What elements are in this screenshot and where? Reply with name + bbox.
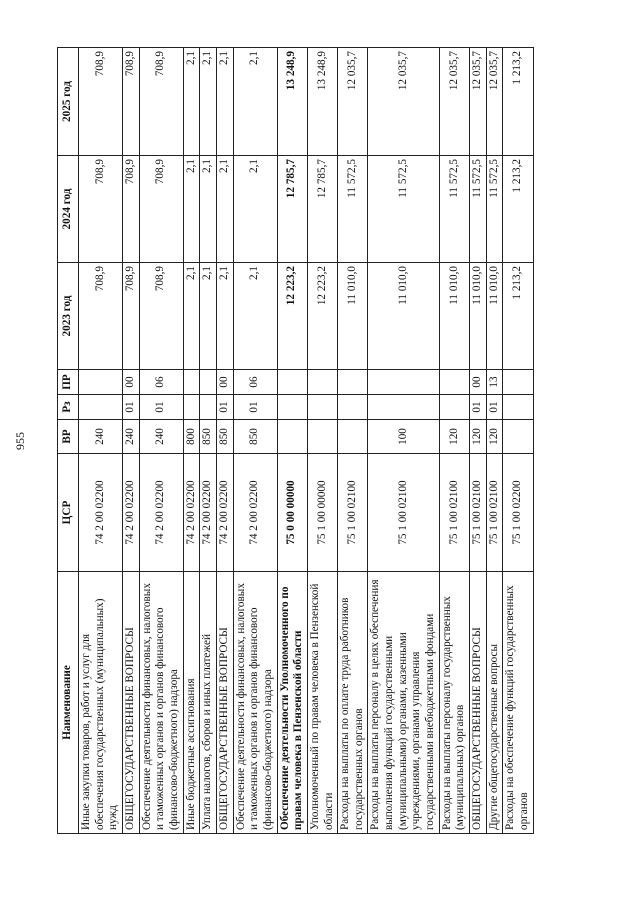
- cell-2023: 12 223,2: [307, 263, 337, 370]
- cell-2023: 1 213,2: [503, 263, 533, 370]
- cell-rz: [277, 395, 307, 420]
- cell-pr: [439, 370, 469, 395]
- cell-vr: 850: [200, 420, 217, 454]
- table-row: [307, 48, 337, 834]
- cell-rz: [338, 395, 368, 420]
- cell-2024: 12 785,7: [277, 156, 307, 263]
- cell-2023: 708,9: [139, 263, 183, 370]
- cell-csr: 75 1 00 02100: [368, 454, 439, 572]
- cell-2023: 11 010,0: [368, 263, 439, 370]
- cell-rz: 01: [233, 395, 277, 420]
- table-row: [233, 48, 277, 834]
- cell-csr: 75 1 00 02100: [338, 454, 368, 572]
- cell-2023: 2,1: [216, 263, 233, 370]
- header-csr: ЦСР: [58, 454, 79, 572]
- header-vr: ВР: [58, 420, 79, 454]
- cell-2023: 708,9: [79, 263, 123, 370]
- cell-rz: 01: [470, 395, 487, 420]
- cell-pr: 00: [122, 370, 139, 395]
- cell-name: Уплата налогов, сборов и иных платежей: [200, 572, 217, 834]
- cell-name: Обеспечение деятельности финансовых, налоговых и таможенных органов и органов финансового (финансово-бюджетного) надзора: [139, 572, 183, 834]
- cell-2025: 12 035,7: [338, 48, 368, 156]
- cell-2023: 11 010,0: [470, 263, 487, 370]
- cell-csr: 74 2 00 02200: [139, 454, 183, 572]
- header-2024: 2024 год: [58, 156, 79, 263]
- cell-pr: 06: [233, 370, 277, 395]
- cell-csr: 75 1 00 02100: [439, 454, 469, 572]
- cell-2025: 2,1: [233, 48, 277, 156]
- cell-2025: 708,9: [79, 48, 123, 156]
- cell-name: ОБЩЕГОСУДАРСТВЕННЫЕ ВОПРОСЫ: [122, 572, 139, 834]
- table-row: [122, 48, 139, 834]
- table-row: [200, 48, 217, 834]
- cell-2025: 12 035,7: [368, 48, 439, 156]
- cell-vr: 240: [79, 420, 123, 454]
- cell-csr: 74 2 00 02200: [216, 454, 233, 572]
- cell-2024: 11 572,5: [368, 156, 439, 263]
- cell-csr: 74 2 00 02200: [79, 454, 123, 572]
- cell-vr: 120: [486, 420, 503, 454]
- cell-2023: 2,1: [183, 263, 200, 370]
- cell-pr: [79, 370, 123, 395]
- cell-pr: 00: [216, 370, 233, 395]
- cell-2024: 12 785,7: [307, 156, 337, 263]
- cell-name: Расходы на обеспечение функций государственных органов: [503, 572, 533, 834]
- cell-2023: 11 010,0: [486, 263, 503, 370]
- cell-2024: 708,9: [139, 156, 183, 263]
- header-rz: Рз: [58, 395, 79, 420]
- cell-2023: 708,9: [122, 263, 139, 370]
- cell-2024: 1 213,2: [503, 156, 533, 263]
- cell-2025: 708,9: [122, 48, 139, 156]
- cell-2024: 11 572,5: [338, 156, 368, 263]
- cell-pr: [200, 370, 217, 395]
- cell-rz: [200, 395, 217, 420]
- cell-rz: [368, 395, 439, 420]
- budget-table: [57, 47, 534, 834]
- cell-2024: 2,1: [216, 156, 233, 263]
- cell-csr: 74 2 00 02200: [233, 454, 277, 572]
- cell-vr: 850: [233, 420, 277, 454]
- table-row: [139, 48, 183, 834]
- cell-pr: [307, 370, 337, 395]
- cell-name: Расходы на выплаты персоналу в целях обеспечения выполнения функций государственными (муниципальными) органами, казенными учреждениями, органами управления государственными внебюджетными фондами: [368, 572, 439, 834]
- cell-pr: [503, 370, 533, 395]
- table-row: [368, 48, 439, 834]
- cell-2023: 2,1: [200, 263, 217, 370]
- cell-vr: 850: [216, 420, 233, 454]
- cell-2023: 2,1: [233, 263, 277, 370]
- cell-pr: [338, 370, 368, 395]
- cell-name: Уполномоченный по правам человека в Пензенской области: [307, 572, 337, 834]
- header-2025: 2025 год: [58, 48, 79, 156]
- cell-rz: [307, 395, 337, 420]
- cell-vr: 240: [139, 420, 183, 454]
- cell-name: ОБЩЕГОСУДАРСТВЕННЫЕ ВОПРОСЫ: [470, 572, 487, 834]
- cell-csr: 74 2 00 02200: [122, 454, 139, 572]
- table-body: [79, 48, 534, 834]
- cell-name: ОБЩЕГОСУДАРСТВЕННЫЕ ВОПРОСЫ: [216, 572, 233, 834]
- cell-2023: 12 223,2: [277, 263, 307, 370]
- cell-vr: 240: [122, 420, 139, 454]
- cell-pr: [368, 370, 439, 395]
- header-row: [58, 48, 79, 834]
- cell-rz: 01: [122, 395, 139, 420]
- cell-2025: 2,1: [200, 48, 217, 156]
- cell-2024: 11 572,5: [486, 156, 503, 263]
- table-row: [338, 48, 368, 834]
- cell-vr: [503, 420, 533, 454]
- cell-vr: [277, 420, 307, 454]
- cell-name: Обеспечение деятельности финансовых, налоговых и таможенных органов и органов финансового (финансово-бюджетного) надзора: [233, 572, 277, 834]
- cell-2025: 12 035,7: [439, 48, 469, 156]
- cell-2025: 13 248,9: [307, 48, 337, 156]
- cell-rz: [503, 395, 533, 420]
- cell-2024: 708,9: [122, 156, 139, 263]
- header-pr: ПР: [58, 370, 79, 395]
- cell-name: Расходы на выплаты по оплате труда работников государственных органов: [338, 572, 368, 834]
- header-name: Наименование: [58, 572, 79, 834]
- table-row: [216, 48, 233, 834]
- cell-csr: 75 1 00 02100: [486, 454, 503, 572]
- table-row: [277, 48, 307, 834]
- cell-csr: 74 2 00 02200: [183, 454, 200, 572]
- cell-csr: 75 1 00 00000: [307, 454, 337, 572]
- table-row: [486, 48, 503, 834]
- cell-rz: [183, 395, 200, 420]
- cell-rz: 01: [486, 395, 503, 420]
- cell-rz: 01: [216, 395, 233, 420]
- cell-csr: 75 0 00 00000: [277, 454, 307, 572]
- cell-rz: [439, 395, 469, 420]
- cell-2025: 1 213,2: [503, 48, 533, 156]
- cell-2025: 2,1: [216, 48, 233, 156]
- cell-2025: 12 035,7: [486, 48, 503, 156]
- cell-2025: 2,1: [183, 48, 200, 156]
- cell-2025: 12 035,7: [470, 48, 487, 156]
- header-2023: 2023 год: [58, 263, 79, 370]
- cell-csr: 74 2 00 02200: [200, 454, 217, 572]
- cell-2025: 708,9: [139, 48, 183, 156]
- cell-csr: 75 1 00 02200: [503, 454, 533, 572]
- table-row: [183, 48, 200, 834]
- cell-vr: [307, 420, 337, 454]
- table-row: [470, 48, 487, 834]
- cell-vr: 100: [368, 420, 439, 454]
- page-number: 955: [13, 432, 27, 450]
- cell-rz: [79, 395, 123, 420]
- cell-2024: 2,1: [183, 156, 200, 263]
- cell-2024: 11 572,5: [439, 156, 469, 263]
- cell-pr: 00: [470, 370, 487, 395]
- cell-vr: 120: [439, 420, 469, 454]
- cell-name: Иные закупки товаров, работ и услуг для обеспечения государственных (муниципальных) нужд: [79, 572, 123, 834]
- cell-vr: [338, 420, 368, 454]
- table-row: [503, 48, 533, 834]
- table-row: [79, 48, 123, 834]
- cell-rz: 01: [139, 395, 183, 420]
- cell-2025: 13 248,9: [277, 48, 307, 156]
- cell-name: Обеспечение деятельности Уполномоченного по правам человека в Пензенской области: [277, 572, 307, 834]
- cell-2023: 11 010,0: [439, 263, 469, 370]
- cell-2024: 2,1: [233, 156, 277, 263]
- table-row: [439, 48, 469, 834]
- cell-pr: 06: [139, 370, 183, 395]
- cell-2024: 11 572,5: [470, 156, 487, 263]
- cell-2024: 708,9: [79, 156, 123, 263]
- cell-pr: [183, 370, 200, 395]
- cell-2024: 2,1: [200, 156, 217, 263]
- cell-name: Расходы на выплаты персоналу государственных (муниципальных) органов: [439, 572, 469, 834]
- cell-vr: 800: [183, 420, 200, 454]
- cell-csr: 75 1 00 02100: [470, 454, 487, 572]
- rotated-page: [13, 48, 583, 834]
- cell-pr: 13: [486, 370, 503, 395]
- cell-pr: [277, 370, 307, 395]
- cell-2023: 11 010,0: [338, 263, 368, 370]
- cell-name: Иные бюджетные ассигнования: [183, 572, 200, 834]
- cell-name: Другие общегосударственные вопросы: [486, 572, 503, 834]
- cell-vr: 120: [470, 420, 487, 454]
